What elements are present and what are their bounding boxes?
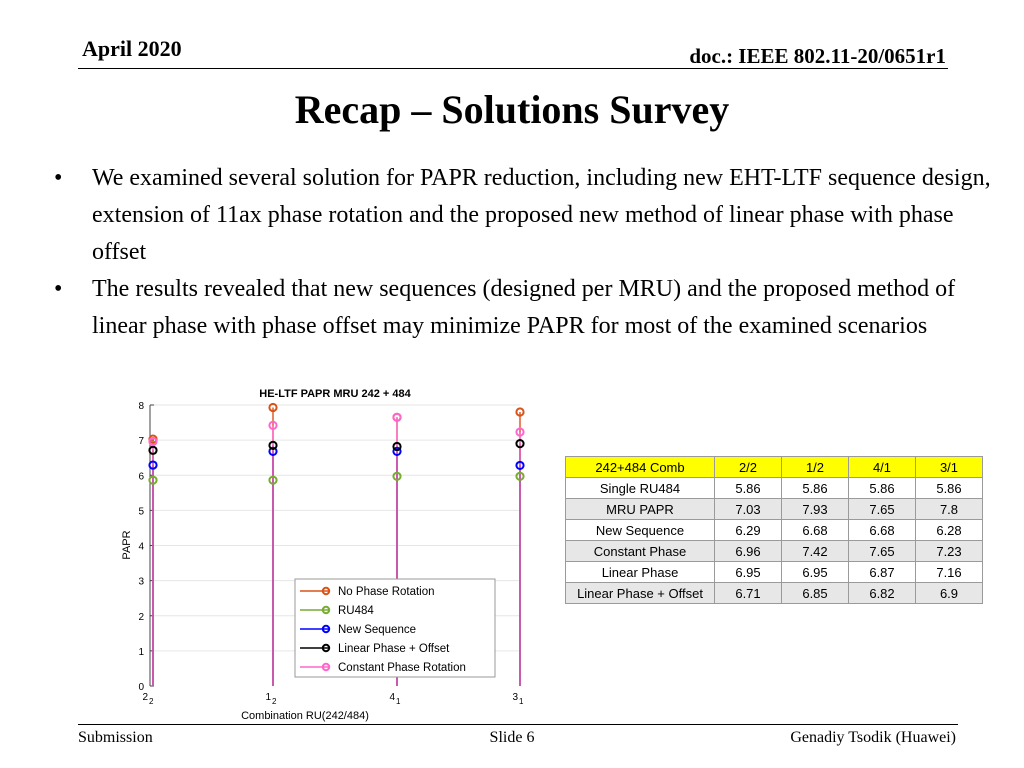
chart-markers	[149, 404, 523, 484]
y-tick-label: 4	[138, 541, 144, 553]
table-cell: 6.29	[715, 520, 782, 541]
x-tick-label: $1_2$	[265, 692, 277, 706]
bullet-item	[50, 271, 1000, 345]
bullet-dot: •	[54, 276, 63, 302]
table-cell: 6.71	[715, 583, 782, 604]
table-cell: 7.8	[916, 499, 983, 520]
chart-title: HE-LTF PAPR MRU 242 + 484	[259, 388, 411, 400]
bullet-text: We examined several solution for PAPR reduction, including new EHT-LTF sequence design, extension of 11ax phase rotation and the proposed new method of linear phase with phase offset	[92, 165, 991, 265]
footer-author: Genadiy Tsodik (Huawei)	[790, 729, 956, 746]
table-cell: 7.93	[782, 499, 849, 520]
table-cell: Constant Phase	[566, 541, 715, 562]
table-cell: 7.03	[715, 499, 782, 520]
table-cell: MRU PAPR	[566, 499, 715, 520]
table-cell: 6.28	[916, 520, 983, 541]
y-tick-label: 8	[138, 401, 144, 412]
table-row	[566, 541, 983, 562]
bullet-list	[50, 160, 1000, 345]
table-cell: 7.42	[782, 541, 849, 562]
table-row	[566, 562, 983, 583]
table-header-cell: 1/2	[782, 457, 849, 478]
table-cell: 5.86	[782, 478, 849, 499]
table-cell: 5.86	[715, 478, 782, 499]
table-header-cell: 4/1	[849, 457, 916, 478]
table-cell: 7.16	[916, 562, 983, 583]
y-tick-label: 3	[138, 576, 144, 588]
table-cell: 7.65	[849, 499, 916, 520]
table-cell: Linear Phase + Offset	[566, 583, 715, 604]
table-cell: 6.85	[782, 583, 849, 604]
table-cell: 7.65	[849, 541, 916, 562]
table-row	[566, 499, 983, 520]
table-cell: 6.95	[715, 562, 782, 583]
legend-label: RU484	[338, 605, 374, 617]
bullet-text: The results revealed that new sequences (designed per MRU) and the proposed method of linear phase with phase offset may minimize PAPR for most of the examined scenarios	[92, 276, 956, 339]
table-cell: Single RU484	[566, 478, 715, 499]
x-tick-label: $3_1$	[512, 692, 524, 706]
table-cell: 5.86	[849, 478, 916, 499]
results-table	[565, 456, 983, 604]
table-row	[566, 478, 983, 499]
y-tick-label: 1	[138, 646, 144, 658]
table-cell: 6.82	[849, 583, 916, 604]
y-tick-label: 6	[138, 471, 144, 483]
legend-label: Linear Phase + Offset	[338, 643, 450, 655]
table-cell: 6.9	[916, 583, 983, 604]
x-tick-label: $2_2$	[142, 692, 154, 706]
footer-divider	[78, 724, 958, 725]
table-header-cell: 242+484 Comb	[566, 457, 715, 478]
x-axis-label: Combination RU(242/484)	[241, 710, 369, 722]
slide-title: Recap – Solutions Survey	[294, 87, 730, 132]
papr-chart	[110, 383, 530, 723]
table-cell: New Sequence	[566, 520, 715, 541]
table-cell: 6.96	[715, 541, 782, 562]
x-ticks	[142, 692, 524, 706]
x-tick-label: $4_1$	[389, 692, 401, 706]
bullet-dot: •	[54, 165, 63, 191]
table-header-cell: 2/2	[715, 457, 782, 478]
table-cell: 5.86	[916, 478, 983, 499]
header-divider	[78, 68, 948, 69]
legend-label: New Sequence	[338, 624, 416, 636]
legend-label: Constant Phase Rotation	[338, 662, 466, 674]
table-row	[566, 520, 983, 541]
table-cell: 6.68	[782, 520, 849, 541]
table-row	[566, 583, 983, 604]
y-tick-label: 7	[138, 436, 144, 448]
header-doc-id: doc.: IEEE 802.11-20/0651r1	[689, 44, 946, 68]
legend-label: No Phase Rotation	[338, 586, 435, 598]
table-cell: 6.68	[849, 520, 916, 541]
chart-legend	[295, 579, 495, 677]
bullet-item	[50, 160, 1000, 271]
table-cell: 6.87	[849, 562, 916, 583]
y-tick-label: 5	[138, 506, 144, 518]
table-cell: 7.23	[916, 541, 983, 562]
table-header-cell: 3/1	[916, 457, 983, 478]
y-tick-label: 2	[138, 611, 144, 623]
y-tick-label: 0	[138, 682, 144, 693]
footer-slide-number: Slide 6	[489, 729, 535, 746]
table-cell: Linear Phase	[566, 562, 715, 583]
footer-submission: Submission	[78, 729, 153, 746]
y-axis-label: PAPR	[121, 530, 133, 560]
table-header-row	[566, 457, 983, 478]
table-cell: 6.95	[782, 562, 849, 583]
header-date: April 2020	[82, 36, 182, 61]
